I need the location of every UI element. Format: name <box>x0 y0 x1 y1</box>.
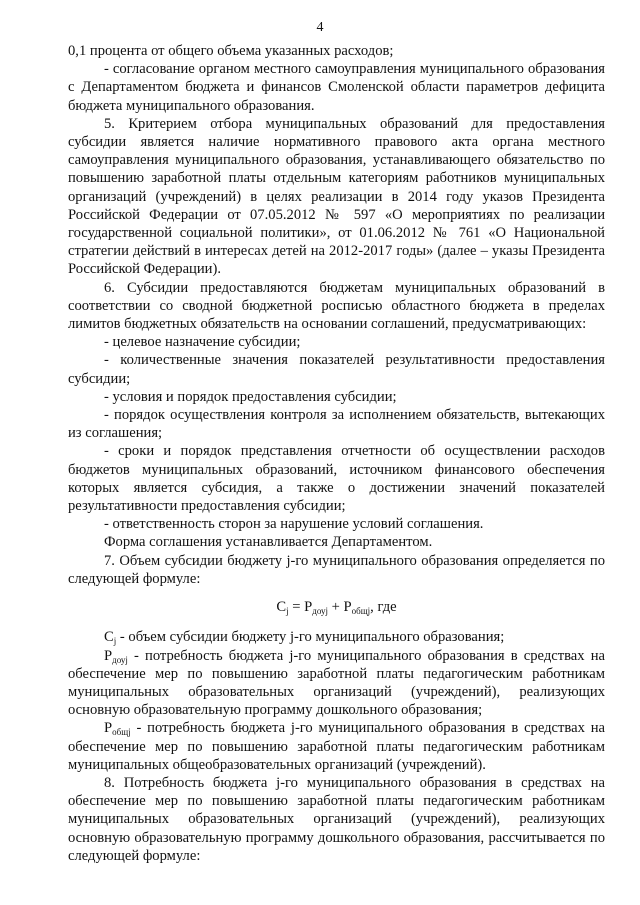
list-item: - целевое назначение субсидии; <box>104 334 301 351</box>
list-item: - количественные значения показателей результативности предоставления субсидии; <box>68 352 605 387</box>
definition-c: $C_j$ - объем субсидии бюджету j-го муниципального образования; <box>104 629 505 647</box>
list-item: - порядок осуществления контроля за исполнением обязательств, вытекающих из соглашения; <box>68 407 605 442</box>
paragraph-6: 6. Субсидии предоставляются бюджетам муниципальных образований в соответствии со сводной бюджетной росписью областного бюджета в пределах лимитов бюджетных обязательств на основании соглашений, предусматривающих: <box>68 279 605 333</box>
list-item: - сроки и порядок представления отчетности об осуществлении расходов бюджетов муниципальных образований, источником финансового обеспечения которых является субсидия, а также о достижении значений показателей результативности предоставления субсидии; <box>68 443 605 515</box>
formula-subsidy: $C_j = P_{доуj} + P_{общj}$, где <box>276 599 397 617</box>
paragraph-1: 0,1 процента от общего объема указанных расходов; <box>68 43 394 59</box>
paragraph-5: 5. Критерием отбора муниципальных образований для предоставления субсидии является наличие нормативного правового акта органа местного самоуправления муниципального образования, устанавливающего обязательство по повышению заработной платы отдельным категориям работников муниципальных организаций (учреждений) в целях реализации в 2014 году указов Президента Российской Федерации от 07.05.2012 № 597 «О мероприятиях по реализации государственной социальной политики», от 01.06.2012 № 761 «О Национальной стратегии действий в интересах детей на 2012-2017 годы» (далее – указы Президента Российской Федерации). <box>68 115 605 278</box>
paragraph-2: - согласование органом местного самоуправления муниципального образования с Департаментом бюджета и финансов Смоленской области параметров дефицита бюджета муниципального образования. <box>68 61 605 114</box>
paragraph-form: Форма соглашения устанавливается Департаментом. <box>104 534 433 551</box>
paragraph-8: 8. Потребность бюджета j-го муниципального образования в средствах на обеспечение мер по повышению заработной платы педагогическим работникам муниципальных образовательных организаций (учреждений), реализующих основную образовательную программу дошкольного образования, рассчитывается по следующей формуле: <box>68 774 605 864</box>
definition-p-dou: $P_{доуj}$ - потребность бюджета j-го муниципального образования в средствах на обеспечение мер по повышению заработной платы педагогическим работникам муниципальных образовательных организаций (учреждений), реализующих основную образовательную программу дошкольного образования; <box>68 647 605 719</box>
list-item: - условия и порядок предоставления субсидии; <box>104 388 397 405</box>
definition-p-obsh: $P_{общj}$ - потребность бюджета j-го муниципального образования в средствах на обеспечение мер по повышению заработной платы педагогическим работникам муниципальных общеобразовательных организаций (учреждений). <box>68 720 605 773</box>
document-body <box>68 42 605 865</box>
page-number: 4 <box>316 20 324 35</box>
list-item: - ответственность сторон за нарушение условий соглашения. <box>104 516 484 533</box>
paragraph-7: 7. Объем субсидии бюджету j-го муниципального образования определяется по следующей формуле: <box>68 552 605 587</box>
